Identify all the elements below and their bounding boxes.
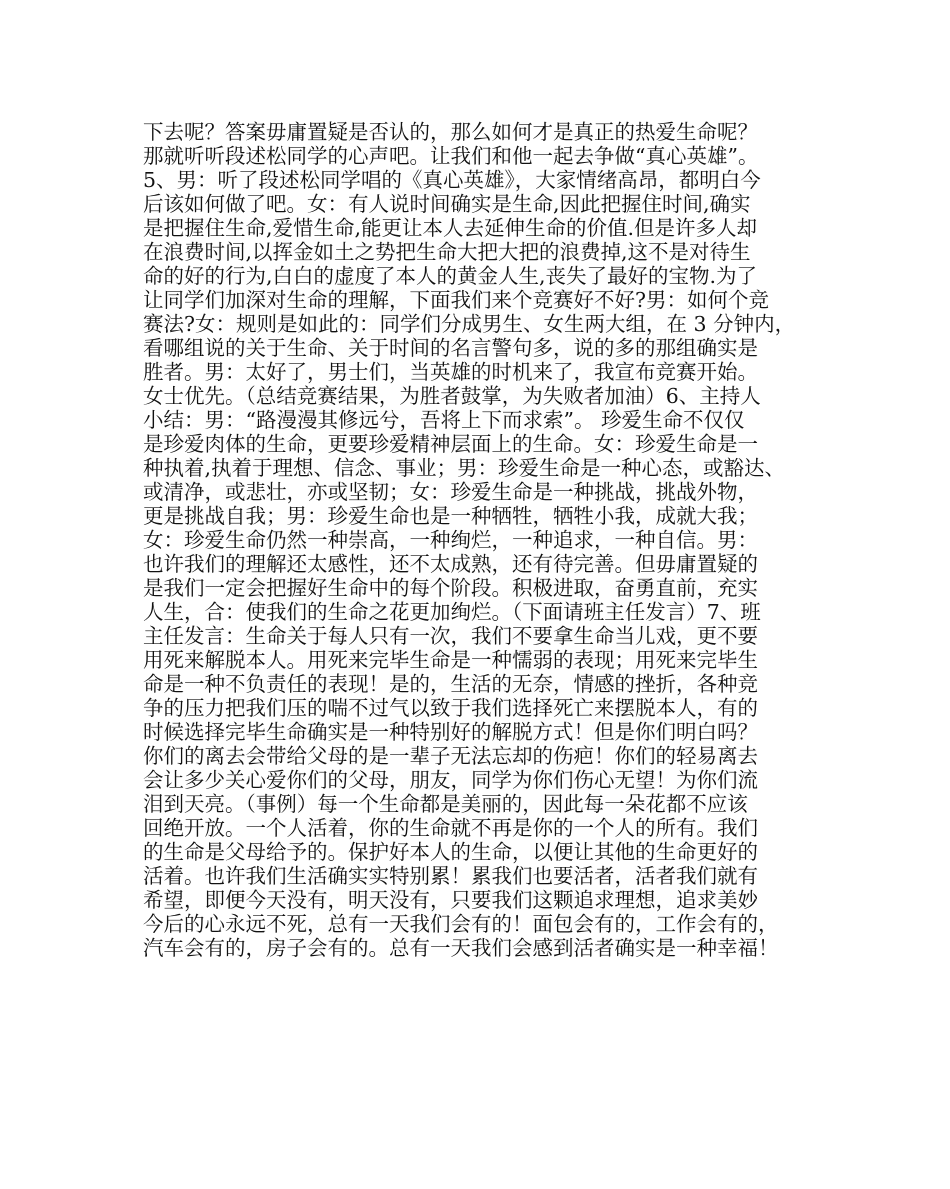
text-line-17: 更是挑战自我；男：珍爱生命也是一种牺牲，牺牲小我，成就大我； bbox=[143, 504, 758, 528]
text-line-10: 看哪组说的关于生命、关于时间的名言警句多，说的多的那组确实是 bbox=[143, 336, 758, 360]
text-line-12: 女士优先。（总结竞赛结果，为胜者鼓掌，为失败者加油）6、主持人 bbox=[143, 384, 761, 408]
text-line-34: 今后的心永远不死，总有一天我们会有的！面包会有的，工作会有的， bbox=[143, 912, 779, 936]
text-line-20: 是我们一定会把握好生命中的每个阶段。积极进取，奋勇直前，充实 bbox=[143, 576, 758, 600]
text-line-3: 5、男：听了段述松同学唱的《真心英雄》，大家情绪高昂，都明白今 bbox=[143, 168, 761, 192]
text-line-5: 是把握住生命,爱惜生命,能更让本人去延伸生命的价值.但是许多人却 bbox=[143, 216, 758, 240]
text-line-11: 胜者。男：太好了，男士们，当英雄的时机来了，我宣布竞赛开始。 bbox=[143, 360, 758, 384]
text-line-13: 小结：男：“路漫漫其修远兮，吾将上下而求索”。 珍爱生命不仅仅 bbox=[143, 408, 745, 432]
text-line-30: 回绝开放。一个人活着，你的生命就不再是你的一个人的所有。我们 bbox=[143, 816, 758, 840]
text-line-15: 种执着,执着于理想、信念、事业；男：珍爱生命是一种心态，或豁达、 bbox=[143, 456, 786, 480]
text-line-33: 希望，即便今天没有，明天没有，只要我们这颗追求理想，追求美妙 bbox=[143, 888, 758, 912]
text-line-26: 时候选择完毕生命确实是一种特别好的解脱方式！但是你们明白吗？ bbox=[143, 720, 758, 744]
text-line-35: 汽车会有的，房子会有的。总有一天我们会感到活者确实是一种幸福！ bbox=[143, 936, 779, 960]
body-text bbox=[143, 120, 833, 960]
text-line-24: 命是一种不负责任的表现！是的，生活的无奈，情感的挫折，各种竞 bbox=[143, 672, 758, 696]
text-line-14: 是珍爱肉体的生命，更要珍爱精神层面上的生命。女：珍爱生命是一 bbox=[143, 432, 758, 456]
text-line-27: 你们的离去会带给父母的是一辈子无法忘却的伤疤！你们的轻易离去 bbox=[143, 744, 758, 768]
text-line-16: 或清净，或悲壮，亦或坚韧；女：珍爱生命是一种挑战，挑战外物， bbox=[143, 480, 758, 504]
text-line-23: 用死来解脱本人。用死来完毕生命是一种懦弱的表现；用死来完毕生 bbox=[143, 648, 758, 672]
text-line-1: 下去呢？答案毋庸置疑是否认的，那么如何才是真正的热爱生命呢？ bbox=[143, 120, 758, 144]
text-line-28: 会让多少关心爱你们的父母，朋友，同学为你们伤心无望！为你们流 bbox=[143, 768, 758, 792]
text-line-7: 命的好的行为,白白的虚度了本人的黄金人生,丧失了最好的宝物.为了 bbox=[143, 264, 758, 288]
text-line-18: 女：珍爱生命仍然一种崇高，一种绚烂，一种追求，一种自信。男： bbox=[143, 528, 758, 552]
text-line-19: 也许我们的理解还太感性，还不太成熟，还有待完善。但毋庸置疑的 bbox=[143, 552, 758, 576]
text-line-8: 让同学们加深对生命的理解，下面我们来个竞赛好不好?男：如何个竞 bbox=[143, 288, 769, 312]
text-line-21: 人生，合：使我们的生命之花更加绚烂。（下面请班主任发言）7、班 bbox=[143, 600, 761, 624]
text-line-32: 活着。也许我们生活确实实特别累！累我们也要活者，活者我们就有 bbox=[143, 864, 758, 888]
text-line-25: 争的压力把我们压的喘不过气以致于我们选择死亡来摆脱本人，有的 bbox=[143, 696, 758, 720]
text-line-9: 赛法?女：规则是如此的：同学们分成男生、女生两大组，在 3 分钟内， bbox=[143, 312, 796, 336]
text-line-22: 主任发言：生命关于每人只有一次，我们不要拿生命当儿戏，更不要 bbox=[143, 624, 758, 648]
text-line-31: 的生命是父母给予的。保护好本人的生命，以便让其他的生命更好的 bbox=[143, 840, 758, 864]
text-line-2: 那就听听段述松同学的心声吧。让我们和他一起去争做“真心英雄”。 bbox=[143, 144, 759, 168]
text-line-29: 泪到天亮。（事例）每一个生命都是美丽的，因此每一朵花都不应该 bbox=[143, 792, 748, 816]
text-line-6: 在浪费时间,以挥金如土之势把生命大把大把的浪费掉,这不是对待生 bbox=[143, 240, 751, 264]
text-line-4: 后该如何做了吧。女：有人说时间确实是生命,因此把握住时间,确实 bbox=[143, 192, 751, 216]
